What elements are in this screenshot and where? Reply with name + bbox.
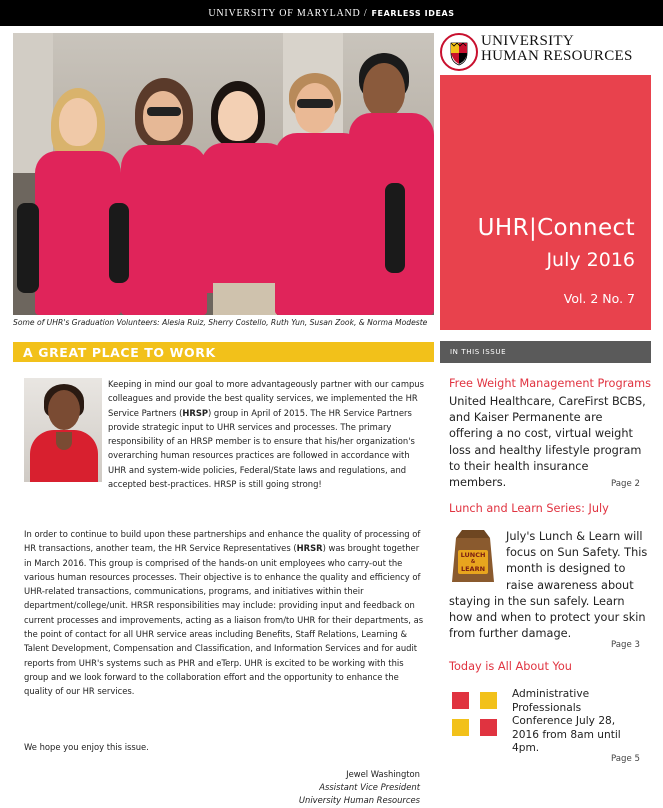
group-photo xyxy=(13,33,434,315)
tagline: FEARLESS IDEAS xyxy=(371,8,455,18)
hrsr-paragraph xyxy=(24,527,427,699)
hrsr-acronym: HRSR xyxy=(296,543,323,554)
signature-block xyxy=(230,768,420,807)
article-text-lunch xyxy=(449,529,649,642)
page-ref-today[interactable]: Page 5 xyxy=(610,754,640,764)
lunch-bag-top-label: LUNCH xyxy=(460,551,486,559)
squares-graphic xyxy=(452,692,502,744)
article-text-weight: United Healthcare, CareFirst BCBS, and Kaiser Permanente are offering a no cost, virtual weight loss and healthy lifestyle program to their health insurance members. xyxy=(449,395,646,490)
section-title: A GREAT PLACE TO WORK xyxy=(13,342,434,362)
page-ref-weight[interactable]: Page 2 xyxy=(610,479,640,489)
lunch-bag-bottom-label: LEARN xyxy=(460,565,486,573)
logo-line-1: UNIVERSITY xyxy=(481,33,574,49)
closing-line: We hope you enjoy this issue. xyxy=(24,742,149,752)
issue-date: July 2016 xyxy=(546,249,635,271)
article-text-today: Administrative Professionals Conference July 28, 2016 from 8am until 4pm. xyxy=(512,688,621,754)
page-ref-lunch[interactable]: Page 3 xyxy=(610,640,640,650)
intro-paragraph xyxy=(24,377,427,491)
newsletter-title: UHR|Connect xyxy=(477,215,635,241)
article-title-weight[interactable]: Free Weight Management Programs xyxy=(449,377,652,390)
university-name: UNIVERSITY OF MARYLAND / xyxy=(208,7,368,19)
signer-org: University Human Resources xyxy=(298,795,420,805)
in-this-issue-heading: IN THIS ISSUE xyxy=(440,341,651,363)
hrsr-text-after: ) was brought together in March 2016. This group is comprised of the hands-on unit employees who carry-out the various human resources processes. Their objective is to enhance the quality and efficiency of UHR-related transactions, communications, programs, and initiatives within their department/college/unit. HRSR responsibilities may include: providing input and feedback on current processes and improvements, acting as a liaison from/to UHR for their departments, as the point of contact for all UHR service areas including Benefits, Staff Relations, Learning & Talent Development, Compensation and Classification, and Information Services and for audit reports from UHR's systems such as PHR and eTerp. UHR is excited to be working with this group and we look forward to the collaboration effort and the opportunity to enhance the quality of our HR services. xyxy=(24,543,424,697)
article-text-lunch-body: July's Lunch & Learn will focus on Sun Safety. This month is designed to raise awareness about staying in the sun safely. Learn how and when to protect your skin from further damage. xyxy=(449,530,648,641)
logo-line-2: HUMAN RESOURCES xyxy=(481,48,633,64)
hrsp-acronym: HRSP xyxy=(182,407,208,418)
intro-text-after: ) group in April of 2015. The HR Service Partners provide strategic input to UHR services and processes. The primary responsibility of an HRSP member is to ensure that his/her organization's overarching human resources practices are followed in accordance with UHR and system-wide policies, Federal/State laws and regulations, and accepted best-practices. HRSP is still going strong! xyxy=(108,407,415,490)
lunch-bag-icon: LUNCH & LEARN xyxy=(448,526,498,584)
uhr-logo-text xyxy=(481,34,633,64)
photo-caption: Some of UHR's Graduation Volunteers: Alesia Ruiz, Sherry Costello, Ruth Yun, Susan Zook, & Norma Modeste xyxy=(13,318,428,327)
article-title-lunch[interactable]: Lunch and Learn Series: July xyxy=(449,502,609,515)
signer-title: Assistant Vice President xyxy=(319,782,420,792)
intro-text-before: Keeping in mind our goal to more advantageously partner with our campus colleagues and provide the best quality services, we implemented the HR Service Partners ( xyxy=(108,379,424,418)
article-title-today[interactable]: Today is All About You xyxy=(449,660,572,673)
hrsr-text-before: In order to continue to build upon these partnerships and enhance the quality of processing of HR transactions, another team, the HR Service Representatives ( xyxy=(24,529,421,554)
signer-name: Jewel Washington xyxy=(346,769,420,779)
university-seal-icon xyxy=(440,33,478,71)
volume-number: Vol. 2 No. 7 xyxy=(563,291,635,306)
university-banner xyxy=(0,0,663,26)
masthead-panel xyxy=(440,75,651,330)
